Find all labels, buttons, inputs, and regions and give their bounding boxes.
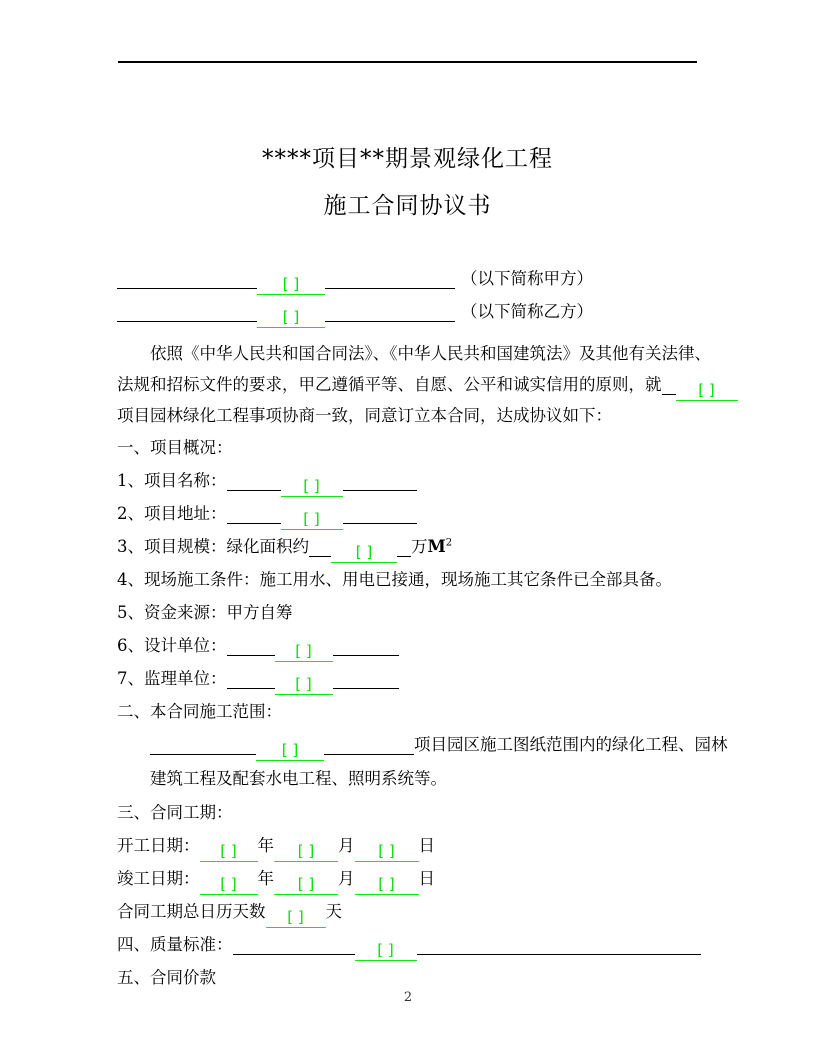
document-title-block	[118, 136, 697, 230]
start-date-day-field[interactable]: [ ]	[355, 840, 419, 862]
preamble-line-1-text: 依照《中华人民共和国合同法》、《中华人民共和国建筑法》及其他有关法律、	[150, 344, 711, 363]
preamble-line-1	[117, 338, 711, 369]
page-number: 2	[403, 990, 413, 1005]
start-date-row	[117, 829, 699, 862]
end-date-day-unit: 日	[418, 869, 435, 888]
end-date-label: 竣工日期：	[117, 869, 200, 888]
section-1-heading-text: 一、项目概况：	[117, 438, 233, 457]
scope-body-text-1: 项目园区施工图纸范围内的绿化工程、园林	[414, 735, 728, 754]
item-funding-source	[117, 596, 699, 629]
item-site-conditions-text: 4、现场施工条件：施工用水、用电已接通，现场施工其它条件已全部具备。	[117, 570, 672, 589]
section-2-heading-text: 二、本合同施工范围：	[117, 702, 282, 721]
party-a-blank-right[interactable]	[325, 266, 455, 289]
document-body	[117, 262, 728, 994]
item-design-unit-field[interactable]: [ ]	[275, 640, 333, 662]
item-site-conditions	[117, 563, 699, 596]
preamble-line-2-text: 法规和招标文件的要求，甲乙遵循平等、自愿、公平和诚实信用的原则，就	[117, 375, 662, 394]
item-project-name-blank-right[interactable]	[343, 468, 417, 491]
start-date-month-field[interactable]: [ ]	[274, 840, 338, 862]
section-4-row	[117, 928, 699, 961]
end-date-row	[117, 862, 699, 895]
preamble-project-field[interactable]: [ ]	[676, 379, 738, 401]
party-b-blank-right[interactable]	[325, 299, 455, 322]
section-2-heading	[117, 695, 699, 728]
item-supervision-unit-label: 7、监理单位：	[117, 669, 227, 688]
party-b-suffix: （以下简称乙方）	[461, 302, 593, 321]
document-title-line-1: ****项目**期景观绿化工程	[262, 146, 553, 172]
party-a-row	[117, 262, 699, 295]
preamble-paragraph	[117, 338, 715, 431]
total-days-row	[117, 895, 699, 928]
item-supervision-unit-field[interactable]: [ ]	[275, 673, 333, 695]
party-a-blank-left[interactable]	[117, 266, 257, 289]
preamble-line-3	[117, 400, 699, 431]
section-3-heading-text: 三、合同工期：	[117, 803, 233, 822]
item-funding-source-text: 5、资金来源：甲方自筹	[117, 603, 293, 622]
quality-standard-blank-right[interactable]	[417, 932, 701, 955]
end-date-year-field[interactable]: [ ]	[200, 873, 258, 895]
start-date-day-unit: 日	[418, 836, 435, 855]
item-project-scale	[117, 530, 699, 563]
party-a-suffix: （以下简称甲方）	[461, 269, 593, 288]
item-project-scale-field[interactable]: [ ]	[331, 541, 397, 563]
section-1-heading	[117, 431, 699, 464]
item-project-address-label: 2、项目地址：	[117, 504, 227, 523]
end-date-month-field[interactable]: [ ]	[274, 873, 338, 895]
item-project-address-blank-left[interactable]	[227, 501, 281, 524]
preamble-blank[interactable]	[662, 372, 676, 395]
start-date-year-unit: 年	[257, 836, 274, 855]
document-title-line-2: 施工合同协议书	[323, 193, 492, 219]
item-project-name-field[interactable]: [ ]	[281, 475, 343, 497]
item-supervision-unit	[117, 662, 699, 695]
section-4-heading-text: 四、质量标准：	[117, 935, 233, 954]
scope-blank-right[interactable]	[324, 732, 414, 755]
item-design-unit-blank-left[interactable]	[227, 633, 275, 656]
section-2-body-line-1	[117, 728, 728, 762]
item-project-address	[117, 497, 699, 530]
section-2-body-line-2	[117, 762, 699, 796]
end-date-month-unit: 月	[338, 869, 355, 888]
scope-project-field[interactable]: [ ]	[256, 739, 324, 761]
preamble-line-3-text: 项目园林绿化工程事项协商一致，同意订立本合同，达成协议如下：	[117, 406, 612, 425]
preamble-line-2	[117, 369, 715, 400]
start-date-year-field[interactable]: [ ]	[200, 840, 258, 862]
end-date-year-unit: 年	[257, 869, 274, 888]
item-project-name-blank-left[interactable]	[227, 468, 281, 491]
item-project-address-field[interactable]: [ ]	[281, 508, 343, 530]
start-date-month-unit: 月	[338, 836, 355, 855]
total-days-field[interactable]: [ ]	[266, 906, 326, 928]
party-b-field[interactable]: [ ]	[257, 306, 325, 328]
header-rule	[118, 61, 697, 63]
scope-body-text-2: 建筑工程及配套水电工程、照明系统等。	[150, 769, 447, 788]
quality-standard-field[interactable]: [ ]	[355, 939, 417, 961]
item-project-scale-label: 3、项目规模：绿化面积约	[117, 537, 309, 556]
total-days-label: 合同工期总日历天数	[117, 902, 266, 921]
end-date-day-field[interactable]: [ ]	[355, 873, 419, 895]
party-b-blank-left[interactable]	[117, 299, 257, 322]
item-supervision-unit-blank-right[interactable]	[333, 666, 399, 689]
total-days-unit: 天	[325, 902, 342, 921]
item-supervision-unit-blank-left[interactable]	[227, 666, 275, 689]
item-project-scale-blank-right[interactable]	[397, 534, 411, 557]
party-b-row	[117, 295, 699, 328]
start-date-label: 开工日期：	[117, 836, 200, 855]
item-project-name-label: 1、项目名称：	[117, 471, 227, 490]
item-project-address-blank-right[interactable]	[343, 501, 417, 524]
item-design-unit-label: 6、设计单位：	[117, 636, 227, 655]
scope-blank-left[interactable]	[150, 732, 256, 755]
quality-standard-blank-left[interactable]	[233, 932, 355, 955]
item-project-name	[117, 464, 699, 497]
section-3-heading	[117, 796, 699, 829]
item-design-unit-blank-right[interactable]	[333, 633, 399, 656]
item-project-scale-blank-left[interactable]	[309, 534, 331, 557]
section-5-heading-text: 五、合同价款	[117, 968, 216, 987]
item-project-scale-unit: 万$M^2$	[411, 537, 453, 556]
party-a-field[interactable]: [ ]	[257, 273, 325, 295]
item-design-unit	[117, 629, 699, 662]
